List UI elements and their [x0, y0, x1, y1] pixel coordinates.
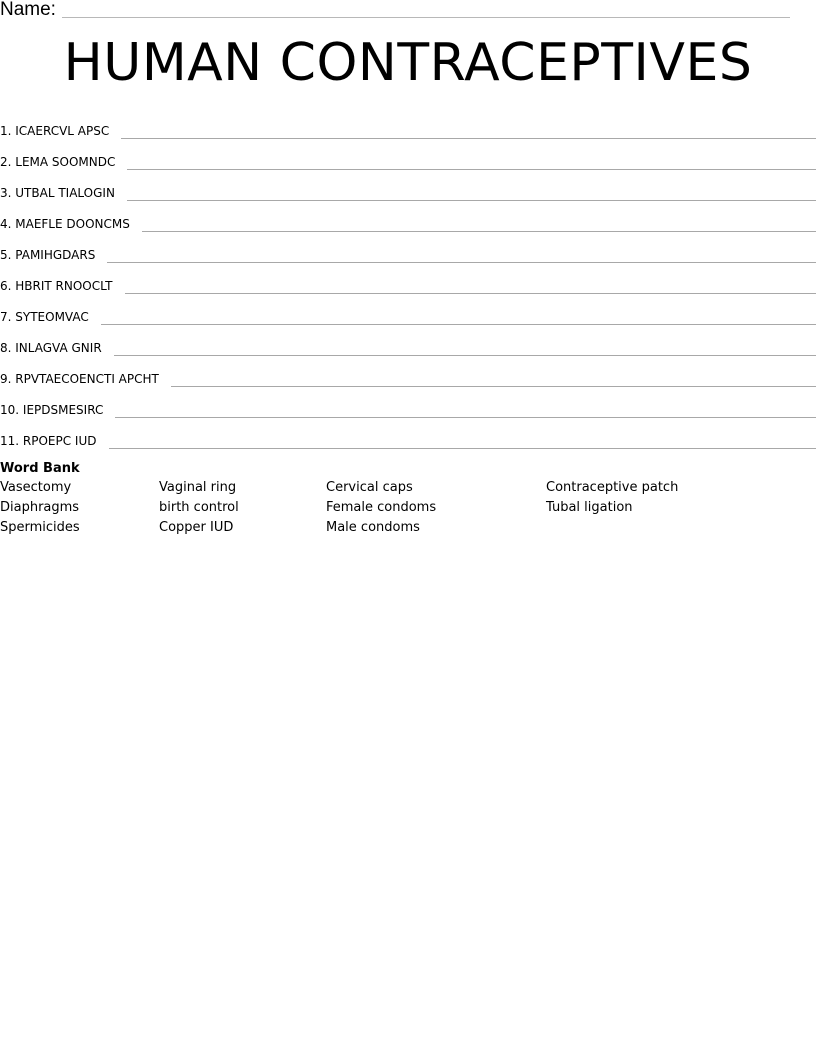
clue-row — [0, 265, 816, 296]
word-bank-column — [159, 478, 239, 538]
clue-text: 9. RPVTAECOENCTI APCHT — [0, 372, 159, 386]
answer-line[interactable] — [127, 169, 816, 170]
word-bank-item: Male condoms — [326, 520, 420, 535]
clue-text: 10. IEPDSMESIRC — [0, 403, 104, 417]
clue-text: 5. PAMIHGDARS — [0, 248, 96, 262]
clue-row — [0, 420, 816, 451]
clue-row — [0, 172, 816, 203]
word-bank-item: Contraceptive patch — [546, 480, 679, 495]
clue-text: 7. SYTEOMVAC — [0, 310, 89, 324]
clue-text: 1. ICAERCVL APSC — [0, 124, 110, 138]
clue-text: 6. HBRIT RNOOCLT — [0, 279, 113, 293]
clue-row — [0, 296, 816, 327]
word-bank-column — [326, 478, 436, 538]
clue-row — [0, 389, 816, 420]
word-bank-item: Female condoms — [326, 500, 437, 515]
answer-line[interactable] — [115, 417, 816, 418]
word-bank-column — [0, 478, 80, 538]
answer-line[interactable] — [121, 138, 816, 139]
name-field[interactable] — [0, 0, 790, 20]
clue-row — [0, 358, 816, 389]
answer-line[interactable] — [125, 293, 816, 294]
word-bank-item: Diaphragms — [0, 500, 80, 515]
word-bank-item: Vaginal ring — [159, 480, 237, 495]
page-title: HUMAN CONTRACEPTIVES — [63, 33, 753, 93]
clue-text: 8. INLAGVA GNIR — [0, 341, 102, 355]
word-bank — [0, 460, 816, 538]
answer-line[interactable] — [107, 262, 816, 263]
answer-line[interactable] — [171, 386, 816, 387]
clue-row — [0, 110, 816, 141]
answer-line[interactable] — [127, 200, 816, 201]
name-label: Name: — [0, 0, 56, 20]
word-bank-item: birth control — [159, 500, 239, 515]
clue-list — [0, 110, 816, 451]
clue-row — [0, 234, 816, 265]
clue-text: 2. LEMA SOOMNDC — [0, 155, 116, 169]
clue-text: 4. MAEFLE DOONCMS — [0, 217, 130, 231]
clue-text: 3. UTBAL TIALOGIN — [0, 186, 115, 200]
word-bank-item: Spermicides — [0, 520, 80, 535]
clue-text: 11. RPOEPC IUD — [0, 434, 97, 448]
answer-line[interactable] — [109, 448, 816, 449]
name-write-line[interactable] — [62, 16, 790, 18]
word-bank-item: Tubal ligation — [546, 500, 633, 515]
word-bank-column — [546, 478, 678, 518]
clue-row — [0, 141, 816, 172]
answer-line[interactable] — [114, 355, 816, 356]
word-bank-item: Cervical caps — [326, 480, 413, 495]
word-bank-item: Vasectomy — [0, 480, 72, 495]
clue-row — [0, 203, 816, 234]
clue-row — [0, 327, 816, 358]
word-bank-grid — [0, 478, 816, 538]
word-bank-heading: Word Bank — [0, 461, 80, 476]
answer-line[interactable] — [142, 231, 816, 232]
word-bank-item: Copper IUD — [159, 520, 234, 535]
answer-line[interactable] — [101, 324, 816, 325]
